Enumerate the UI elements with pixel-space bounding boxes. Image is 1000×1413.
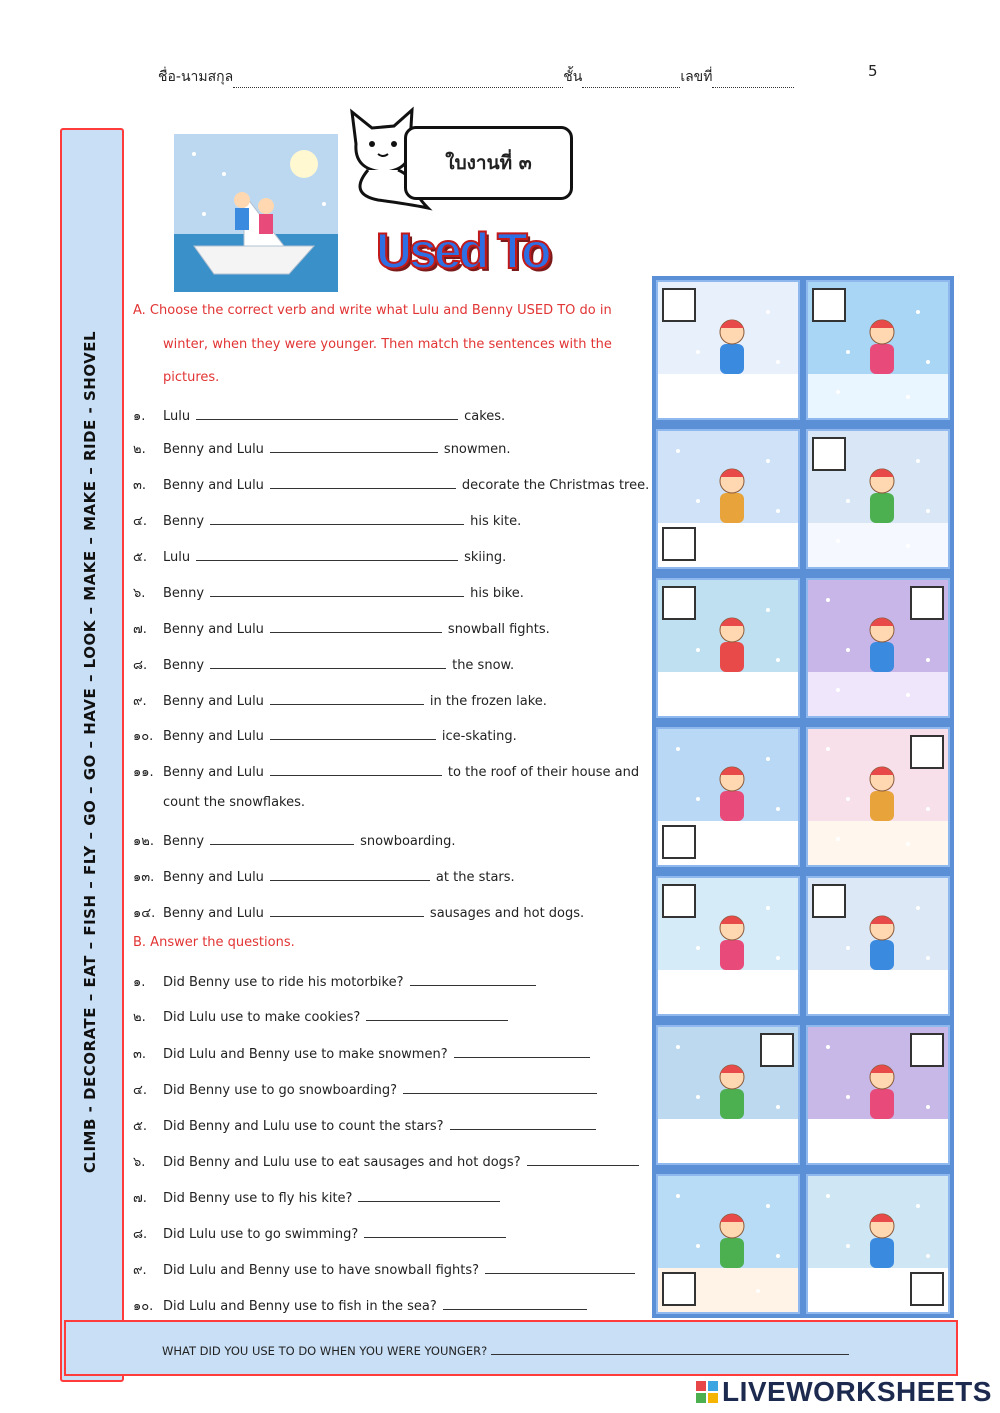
item-subject: Benny and Lulu <box>163 622 264 637</box>
picture-baking <box>806 727 950 867</box>
picture-stars <box>806 1025 950 1165</box>
item-subject: Benny and Lulu <box>163 694 264 709</box>
item-subject: Benny and Lulu <box>163 765 264 780</box>
item-number: ๗. <box>133 1191 147 1206</box>
item-rest: his kite. <box>470 514 522 529</box>
section-b-item <box>133 1223 506 1244</box>
answer-blank[interactable] <box>270 440 438 453</box>
question-text: Did Benny and Lulu use to eat sausages and hot dogs? <box>163 1155 521 1170</box>
match-answer-box[interactable] <box>812 437 846 471</box>
match-answer-box[interactable] <box>812 288 846 322</box>
paper-boat-illustration <box>174 134 338 292</box>
topic-title: Used To <box>376 223 549 279</box>
answer-blank[interactable] <box>358 1189 500 1202</box>
item-number: ๖. <box>133 1155 146 1170</box>
section-a-item <box>133 902 584 923</box>
item-number: ๔. <box>133 514 147 529</box>
question-text: Did Lulu and Benny use to make snowmen? <box>163 1047 448 1062</box>
item-subject: Benny <box>163 514 205 529</box>
section-a-item <box>133 438 511 459</box>
question-text: Did Lulu and Benny use to fish in the sea? <box>163 1299 437 1314</box>
question-text: Did Benny use to go snowboarding? <box>163 1083 398 1098</box>
section-b-item <box>133 1295 587 1316</box>
item-number: ๒. <box>133 1010 146 1025</box>
item-rest: the snow. <box>452 658 515 673</box>
question-text: Did Lulu use to go swimming? <box>163 1227 359 1242</box>
picture-fishing <box>656 578 800 718</box>
match-answer-box[interactable] <box>662 288 696 322</box>
item-rest: skiing. <box>464 550 507 565</box>
item-rest: cakes. <box>464 409 506 424</box>
answer-blank[interactable] <box>403 1081 597 1094</box>
match-answer-box[interactable] <box>662 527 696 561</box>
section-b-item <box>133 1187 500 1208</box>
item-subject: Benny and Lulu <box>163 729 264 744</box>
class-label: ชั้น <box>563 69 583 85</box>
picture-snowfight <box>806 1174 950 1314</box>
picture-snowboard <box>806 280 950 420</box>
section-a-item <box>133 510 521 531</box>
section-a-item <box>133 546 506 567</box>
name-field[interactable] <box>233 73 563 88</box>
item-subject: Benny and Lulu <box>163 478 264 493</box>
word-bank-text: CLIMB - DECORATE – EAT – FISH – FLY – GO – GO – HAVE – LOOK – MAKE – MAKE – RIDE - SHOVEL <box>81 330 99 1174</box>
item-rest: snowmen. <box>443 442 511 457</box>
liveworksheets-logo <box>696 1376 992 1408</box>
picture-grid <box>652 276 954 1318</box>
item-number: ๙. <box>133 1263 147 1278</box>
item-rest: decorate the Christmas tree. <box>461 478 650 493</box>
section-b-item <box>133 1151 639 1172</box>
item-number: ๒. <box>133 442 146 457</box>
question-text: Did Benny use to fly his kite? <box>163 1191 353 1206</box>
section-a-item <box>133 830 455 851</box>
item-number: ๘. <box>133 658 148 673</box>
picture-kite <box>656 429 800 569</box>
picture-christmas-tree <box>806 578 950 718</box>
answer-blank[interactable] <box>210 512 464 525</box>
section-b-item <box>133 1006 508 1027</box>
section-b-item <box>133 1259 635 1280</box>
section-b-instruction: B. Answer the questions. <box>133 935 295 950</box>
answer-blank[interactable] <box>450 1117 596 1130</box>
answer-blank[interactable] <box>364 1225 506 1238</box>
answer-blank[interactable] <box>485 1261 635 1274</box>
section-a-instruction-1: A. Choose the correct verb and write what Lulu and Benny USED TO do in <box>133 303 612 318</box>
item-number: ๓. <box>133 1047 147 1062</box>
class-field[interactable] <box>582 73 680 88</box>
answer-blank[interactable] <box>270 620 442 633</box>
answer-blank[interactable] <box>410 973 536 986</box>
answer-blank[interactable] <box>270 476 456 489</box>
item-subject: Benny and Lulu <box>163 906 264 921</box>
item-rest: sausages and hot dogs. <box>429 906 585 921</box>
page-number: 5 <box>868 62 878 80</box>
item-number: ๑๑. <box>133 765 154 780</box>
item-subject: Lulu <box>163 409 191 424</box>
worksheet-label: ใบงานที่ ๓ <box>445 152 532 174</box>
picture-shovel <box>806 876 950 1016</box>
question-text: Did Lulu use to make cookies? <box>163 1010 361 1025</box>
answer-blank[interactable] <box>210 832 354 845</box>
answer-blank[interactable] <box>366 1008 508 1021</box>
number-label: เลขที่ <box>680 69 713 85</box>
item-rest: in the frozen lake. <box>429 694 547 709</box>
item-number: ๗. <box>133 622 147 637</box>
item-rest: snowball fights. <box>447 622 550 637</box>
section-a-instruction-3: pictures. <box>163 370 220 385</box>
item-subject: Benny <box>163 586 205 601</box>
answer-blank[interactable] <box>210 584 464 597</box>
picture-skating <box>656 876 800 1016</box>
match-answer-box[interactable] <box>910 586 944 620</box>
match-answer-box[interactable] <box>662 586 696 620</box>
item-rest: to the roof of their house and <box>447 765 640 780</box>
answer-blank[interactable] <box>454 1045 590 1058</box>
footer-answer-field[interactable] <box>491 1342 849 1355</box>
item-number: ๖. <box>133 586 146 601</box>
section-a-item <box>133 690 547 711</box>
name-label: ชื่อ-นามสกุล <box>158 69 234 85</box>
match-answer-box[interactable] <box>662 825 696 859</box>
answer-blank[interactable] <box>270 727 436 740</box>
picture-snowman <box>806 429 950 569</box>
match-answer-box[interactable] <box>910 1272 944 1306</box>
item-number: ๑๓. <box>133 870 155 885</box>
footer-question-text: WHAT DID YOU USE TO DO WHEN YOU WERE YOUNGER? <box>162 1344 488 1358</box>
item-subject: Benny and Lulu <box>163 870 264 885</box>
match-answer-box[interactable] <box>662 1272 696 1306</box>
item-number: ๕. <box>133 550 147 565</box>
section-a-item <box>133 725 517 746</box>
item-number: ๑๒. <box>133 834 154 849</box>
item-subject: Benny <box>163 834 205 849</box>
section-b-item <box>133 1079 597 1100</box>
section-a-item <box>163 795 305 810</box>
picture-bike <box>656 280 800 420</box>
section-b-item <box>133 1115 596 1136</box>
item-subject: count the snowflakes. <box>163 795 305 810</box>
section-a-item <box>133 618 550 639</box>
logo-text: LIVEWORKSHEETS <box>722 1376 992 1407</box>
student-info-header <box>158 66 794 88</box>
item-number: ๑. <box>133 409 146 424</box>
section-b-item <box>133 971 536 992</box>
item-subject: Benny and Lulu <box>163 442 264 457</box>
item-number: ๑๐. <box>133 729 154 744</box>
match-answer-box[interactable] <box>910 1033 944 1067</box>
answer-blank[interactable] <box>196 548 458 561</box>
section-a-item <box>133 761 639 782</box>
match-answer-box[interactable] <box>662 884 696 918</box>
match-answer-box[interactable] <box>812 884 846 918</box>
question-text: Did Benny and Lulu use to count the stars? <box>163 1119 444 1134</box>
answer-blank[interactable] <box>270 692 424 705</box>
item-subject: Benny <box>163 658 205 673</box>
answer-blank[interactable] <box>443 1297 587 1310</box>
section-a-instruction-2: winter, when they were younger. Then match the sentences with the <box>163 337 612 352</box>
item-rest: ice-skating. <box>441 729 517 744</box>
answer-blank[interactable] <box>196 407 458 420</box>
item-number: ๑๔. <box>133 906 156 921</box>
picture-sausages <box>656 1174 800 1314</box>
section-b-item <box>133 1043 590 1064</box>
item-subject: Lulu <box>163 550 191 565</box>
section-a-item <box>133 582 524 603</box>
item-number: ๓. <box>133 478 147 493</box>
footer-question <box>162 1342 849 1358</box>
logo-mark-icon <box>696 1378 718 1400</box>
item-rest: snowboarding. <box>360 834 456 849</box>
footer-question-panel <box>64 1320 958 1376</box>
number-field[interactable] <box>712 73 794 88</box>
item-number: ๑. <box>133 975 146 990</box>
worksheet-title-box <box>404 126 573 200</box>
answer-blank[interactable] <box>210 656 446 669</box>
answer-blank[interactable] <box>527 1153 639 1166</box>
section-a-item <box>133 405 505 426</box>
item-number: ๔. <box>133 1083 147 1098</box>
match-answer-box[interactable] <box>760 1033 794 1067</box>
item-rest: at the stars. <box>435 870 515 885</box>
question-text: Did Benny use to ride his motorbike? <box>163 975 404 990</box>
answer-blank[interactable] <box>270 868 430 881</box>
match-answer-box[interactable] <box>910 735 944 769</box>
picture-skiing <box>656 727 800 867</box>
item-number: ๙. <box>133 694 147 709</box>
item-rest: his bike. <box>470 586 524 601</box>
answer-blank[interactable] <box>270 763 442 776</box>
section-a-item <box>133 654 514 675</box>
section-a-item <box>133 474 649 495</box>
item-number: ๑๐. <box>133 1299 154 1314</box>
question-text: Did Lulu and Benny use to have snowball fights? <box>163 1263 480 1278</box>
item-number: ๕. <box>133 1119 147 1134</box>
section-a-item <box>133 866 515 887</box>
picture-snowball <box>656 1025 800 1165</box>
answer-blank[interactable] <box>270 904 424 917</box>
item-number: ๘. <box>133 1227 148 1242</box>
